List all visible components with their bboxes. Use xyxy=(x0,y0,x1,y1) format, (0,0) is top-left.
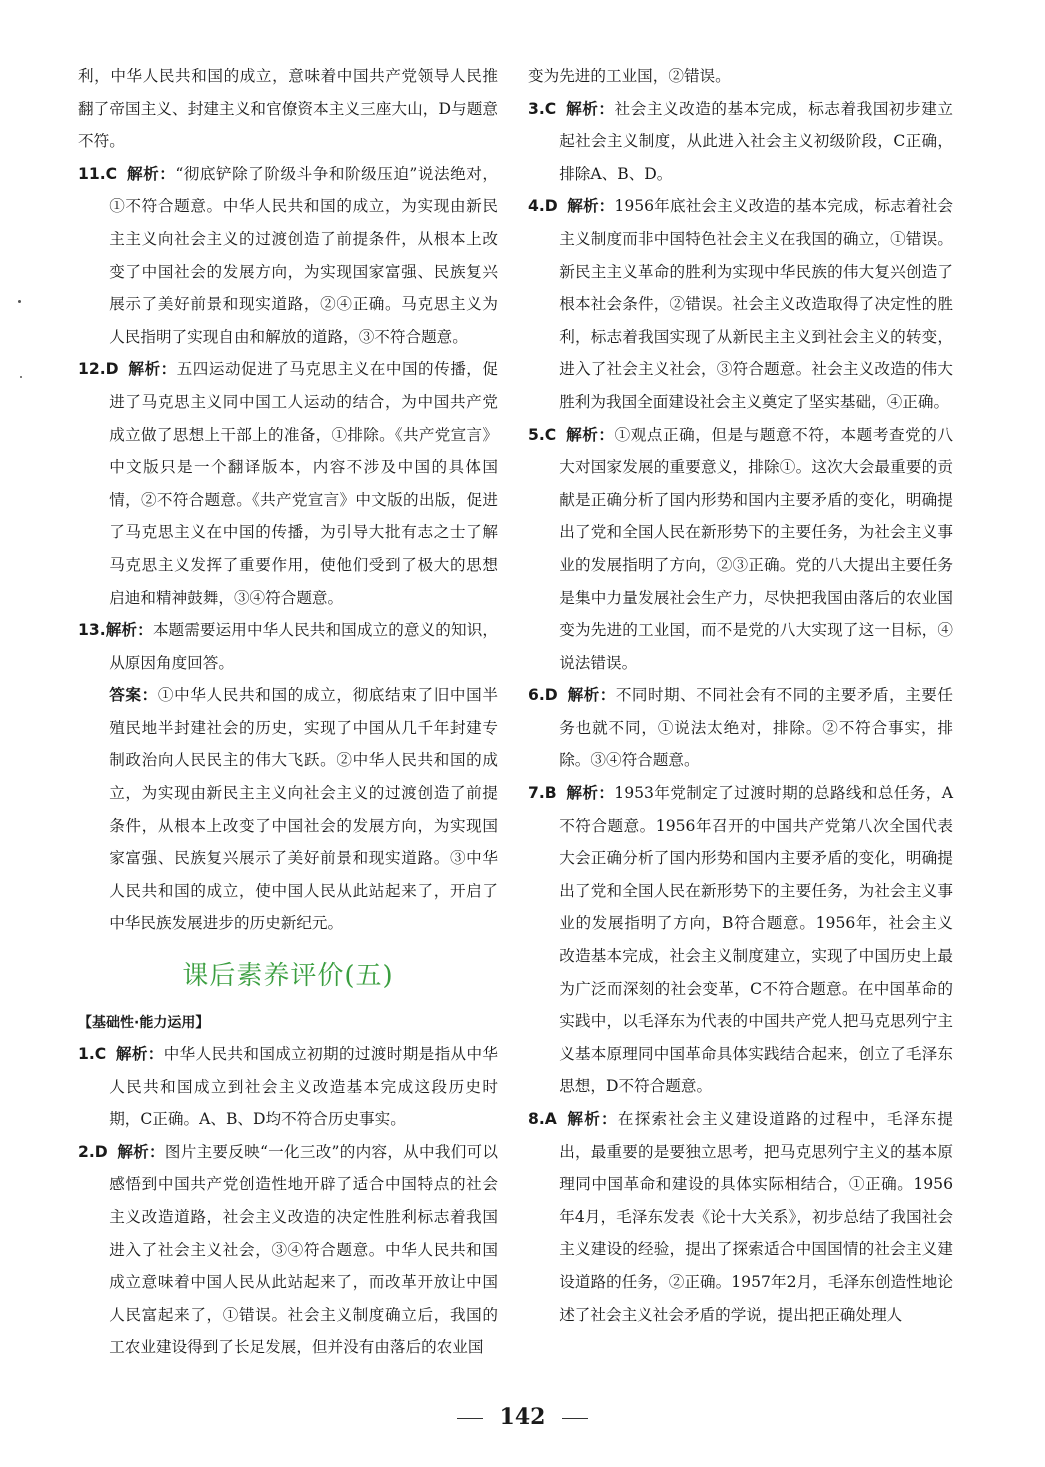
item-number: 5.C xyxy=(528,425,557,444)
analysis-label: 解析： xyxy=(127,360,177,379)
analysis-text: “彻底铲除了阶级斗争和阶级压迫”说法绝对，①不符合题意。中华人民共和国的成立，为实现由新民主主义向社会主义的过渡创造了前提条件，从根本上改变了中国社会的发展方向，为实现国家富强、民族复兴展示了美好前景和现实道路，②④正确。马克思主义为人民指明了实现自由和解放的道路，③不符合题意。 xyxy=(109,164,498,346)
answer-label: 答案： xyxy=(109,686,158,705)
analysis-label: 解析： xyxy=(565,99,615,118)
analysis-text: ①观点正确，但是与题意不符，本题考查党的八大对国家发展的重要意义，排除①。这次大会最重要的贡献是正确分析了国内形势和国内主要矛盾的变化，明确提出了党和全国人民在新形势下的主要任务，为社会主义事业的发展指明了方向，②③正确。党的八大提出主要任务是集中力量发展社会生产力，尽快把我国由落后的农业国变为先进的工业国，而不是党的八大实现了这一目标，④说法错误。 xyxy=(559,425,953,672)
analysis-text: 图片主要反映“一化三改”的内容，从中我们可以感悟到中国共产党创造性地开辟了适合中国特点的社会主义改造道路，社会主义改造的决定性胜利标志着我国进入了社会主义社会，③④符合题意。中华人民共和国成立意味着中国人民从此站起来了，而改革开放让中国人民富起来了，①错误。社会主义制度确立后，我国的工农业建设得到了长足发展，但并没有由落后的农业国 xyxy=(109,1142,498,1357)
analysis-label: 解析： xyxy=(567,686,616,705)
answer-item-3 xyxy=(528,93,953,191)
answer-item-12 xyxy=(78,353,498,614)
page-number: 142 xyxy=(499,1404,546,1430)
analysis-label: 解析： xyxy=(567,197,615,216)
item-number: 3.C xyxy=(528,99,557,118)
right-carry-text: 变为先进的工业国，②错误。 xyxy=(528,67,731,85)
analysis-text: 社会主义改造的基本完成，标志着我国初步建立起社会主义制度，从此进入社会主义初级阶段，C正确，排除A、B、D。 xyxy=(559,99,953,183)
right-column xyxy=(528,60,953,1331)
answer-item-2 xyxy=(78,1136,498,1364)
item-number: 6.D xyxy=(528,686,558,705)
footer-dash-left xyxy=(457,1418,483,1419)
left-carry-paragraph xyxy=(78,60,498,158)
item-number: 8.A xyxy=(528,1110,557,1128)
scan-speck xyxy=(18,300,21,303)
item-number: 12.D xyxy=(78,360,119,379)
analysis-text: 不同时期、不同社会有不同的主要矛盾，主要任务也就不同，①说法太绝对，排除。②不符合事实，排除。③④符合题意。 xyxy=(559,686,953,770)
item-number: 2.D xyxy=(78,1142,108,1161)
item-number: 4.D xyxy=(528,197,558,216)
answer-item-8 xyxy=(528,1103,953,1331)
section-subtitle: 【基础性·能力运用】 xyxy=(78,1015,210,1032)
answer-block-13 xyxy=(78,679,498,940)
analysis-label: 解析： xyxy=(566,1110,618,1128)
analysis-text: 中华人民共和国成立初期的过渡时期是指从中华人民共和国成立到社会主义改造基本完成这段历史时期，C正确。A、B、D均不符合历史事实。 xyxy=(109,1045,498,1129)
left-carry-text: 利，中华人民共和国的成立，意味着中国共产党领导人民推翻了帝国主义、封建主义和官僚资本主义三座大山，D与题意不符。 xyxy=(78,67,498,151)
right-carry-paragraph xyxy=(528,60,953,93)
analysis-label: 解析： xyxy=(115,1045,164,1064)
answer-item-11 xyxy=(78,158,498,354)
answer-item-7 xyxy=(528,777,953,1103)
answer-item-1 xyxy=(78,1038,498,1136)
analysis-text: 在探索社会主义建设道路的过程中，毛泽东提出，最重要的是要独立思考，把马克思列宁主义的基本原理同中国革命和建设的具体实际相结合，①正确。1956年4月，毛泽东发表《论十大关系》，初步总结了我国社会主义建设的经验，提出了探索适合中国国情的社会主义建设道路的任务，②正确。1957年2月，毛泽东创造性地论述了社会主义社会矛盾的学说，提出把正确处理人 xyxy=(559,1110,953,1324)
answer-item-5 xyxy=(528,419,953,680)
left-column xyxy=(78,60,498,1364)
answer-item-4 xyxy=(528,190,953,418)
item-number: 7.B xyxy=(528,784,557,803)
analysis-text: 五四运动促进了马克思主义在中国的传播，促进了马克思主义同中国工人运动的结合，为中国共产党成立做了思想上干部上的准备，①排除。《共产党宣言》中文版只是一个翻译版本，内容不涉及中国的具体国情，②不符合题意。《共产党宣言》中文版的出版，促进了马克思主义在中国的传播，为引导大批有志之士了解马克思主义发挥了重要作用，使他们受到了极大的思想启迪和精神鼓舞，③④符合题意。 xyxy=(109,360,498,607)
analysis-text: 本题需要运用中华人民共和国成立的意义的知识，从原因角度回答。 xyxy=(109,621,498,672)
scan-speck xyxy=(20,376,22,378)
analysis-label: 解析： xyxy=(126,164,176,183)
analysis-label: 解析： xyxy=(565,425,615,444)
analysis-text: 1956年底社会主义改造的基本完成，标志着社会主义制度而非中国特色社会主义在我国的确立，①错误。新民主主义革命的胜利为实现中华民族的伟大复兴创造了根本社会条件，②错误。社会主义改造取得了决定性的胜利，标志着我国实现了从新民主主义到社会主义的转变，进入了社会主义社会，③符合题意。社会主义改造的伟大胜利为我国全面建设社会主义奠定了坚实基础，④正确。 xyxy=(559,197,953,411)
answer-item-6 xyxy=(528,679,953,777)
item-number: 1.C xyxy=(78,1045,107,1064)
answer-text: ①中华人民共和国的成立，彻底结束了旧中国半殖民地半封建社会的历史，实现了中国从几千年封建专制政治向人民民主的伟大飞跃。②中华人民共和国的成立，为实现由新民主主义向社会主义的过渡创造了前提条件，从根本上改变了中国社会的发展方向，为实现国家富强、民族复兴展示了美好前景和现实道路。③中华人民共和国的成立，使中国人民从此站起来了，开启了中华民族发展进步的历史新纪元。 xyxy=(109,686,498,933)
analysis-label: 解析： xyxy=(566,784,615,803)
analysis-label: 解析： xyxy=(117,1142,165,1161)
page-footer xyxy=(0,1402,1045,1432)
footer-dash-right xyxy=(562,1418,588,1419)
analysis-label: 解析： xyxy=(105,621,153,640)
analysis-text: 1953年党制定了过渡时期的总路线和总任务，A不符合题意。1956年召开的中国共产党第八次全国代表大会正确分析了国内形势和国内主要矛盾的变化，明确提出了党和全国人民在新形势下的主要任务，为社会主义事业的发展指明了方向，B符合题意。1956年，社会主义改造基本完成，社会主义制度建立，实现了中国历史上最为广泛而深刻的社会变革，C不符合题意。在中国革命的实践中，以毛泽东为代表的中国共产党人把马克思列宁主义基本原理同中国革命具体实践结合起来，创立了毛泽东思想，D不符合题意。 xyxy=(559,784,953,1096)
item-number: 13. xyxy=(78,621,106,640)
section-title: 课后素养评价(五) xyxy=(182,961,394,992)
item-number: 11.C xyxy=(78,164,118,183)
answer-item-13 xyxy=(78,614,498,679)
